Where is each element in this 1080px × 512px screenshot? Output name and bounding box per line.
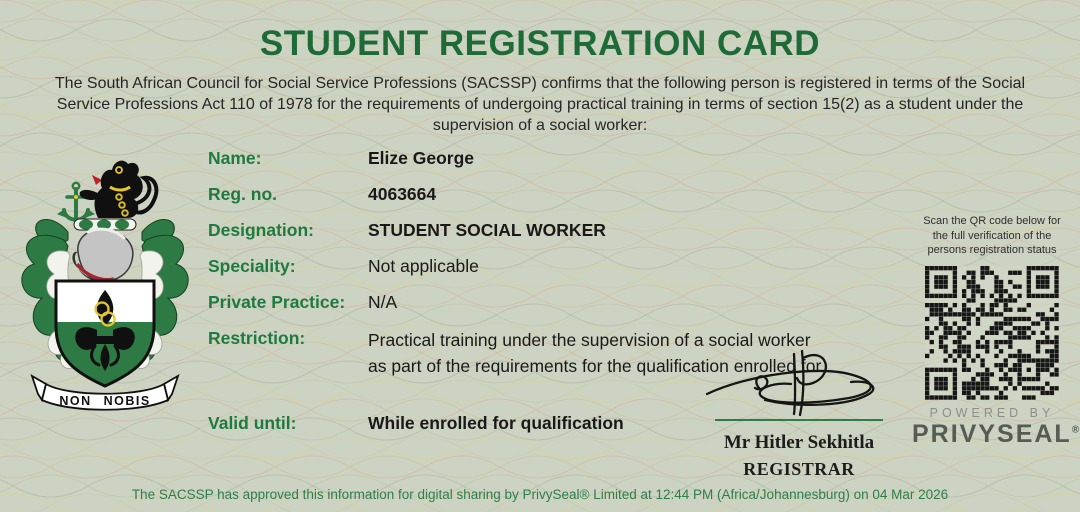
field-label: Speciality: xyxy=(208,256,296,276)
intro-line: Service Professions Act 110 of 1978 for the requirements of undergoing practical training in terms of section 15(2) as a student under the xyxy=(56,96,1024,113)
qr-section xyxy=(912,214,1080,449)
registrar-title: REGISTRAR xyxy=(743,459,855,479)
field-label: Name: xyxy=(208,148,262,168)
approval-footer-note: The SACSSP has approved this information for digital sharing by PrivySeal® Limited at 12:44 PM (Africa/Johannesburg) on 04 Mar 2026 xyxy=(131,487,949,502)
field-value: While enrolled for qualification xyxy=(368,413,624,433)
qr-caption-line: persons registration status xyxy=(927,244,1057,256)
field-label: Private Practice: xyxy=(208,292,346,312)
registrar-name: Mr Hitler Sekhitla xyxy=(723,432,875,453)
intro-line: The South African Council for Social Service Professions (SACSSP) confirms that the following person is registered in terms of the Social xyxy=(54,75,1026,92)
qr-caption-line: the full verification of the xyxy=(932,229,1052,242)
field-label: Valid until: xyxy=(208,413,297,433)
field-label: Reg. no. xyxy=(208,184,278,204)
field-value: N/A xyxy=(368,292,398,312)
intro-line: supervision of a social worker: xyxy=(432,117,648,134)
field-value: Elize George xyxy=(368,148,475,168)
registered-trademark-symbol: ® xyxy=(1071,424,1080,436)
anchor xyxy=(58,183,94,220)
field-value: Not applicable xyxy=(368,256,479,276)
intro-paragraph xyxy=(0,73,1080,136)
sacssp-coat-of-arms xyxy=(12,140,198,424)
signature-divider-line xyxy=(715,419,883,421)
qr-caption xyxy=(912,214,1072,258)
field-label: Restriction: xyxy=(208,328,306,348)
qr-caption-line: Scan the QR code below for xyxy=(923,215,1061,227)
restriction-line: as part of the requirements for the qualification enrolled for. xyxy=(368,356,826,376)
qr-code xyxy=(925,266,1059,400)
field-row-speciality xyxy=(208,255,908,278)
powered-by-label: POWERED BY xyxy=(929,405,1055,420)
page-title: STUDENT REGISTRATION CARD xyxy=(259,24,821,63)
motto-text: NON NOBIS xyxy=(59,394,151,408)
field-row-name xyxy=(208,147,908,170)
field-value: STUDENT SOCIAL WORKER xyxy=(368,220,606,240)
field-row-private-practice xyxy=(208,291,908,314)
field-value: 4063664 xyxy=(368,184,437,204)
lion-crest xyxy=(80,161,157,218)
privyseal-wordmark: PRIVYSEAL xyxy=(912,419,1072,448)
privyseal-logo xyxy=(912,419,1080,449)
field-row-designation xyxy=(208,219,908,242)
restriction-line: Practical training under the supervision of a social worker xyxy=(368,330,811,350)
registrar-signature-image xyxy=(699,348,899,418)
field-label: Designation: xyxy=(208,220,314,240)
field-row-reg-no xyxy=(208,183,908,206)
signature-section xyxy=(693,348,905,480)
knight-helmet xyxy=(72,229,133,281)
